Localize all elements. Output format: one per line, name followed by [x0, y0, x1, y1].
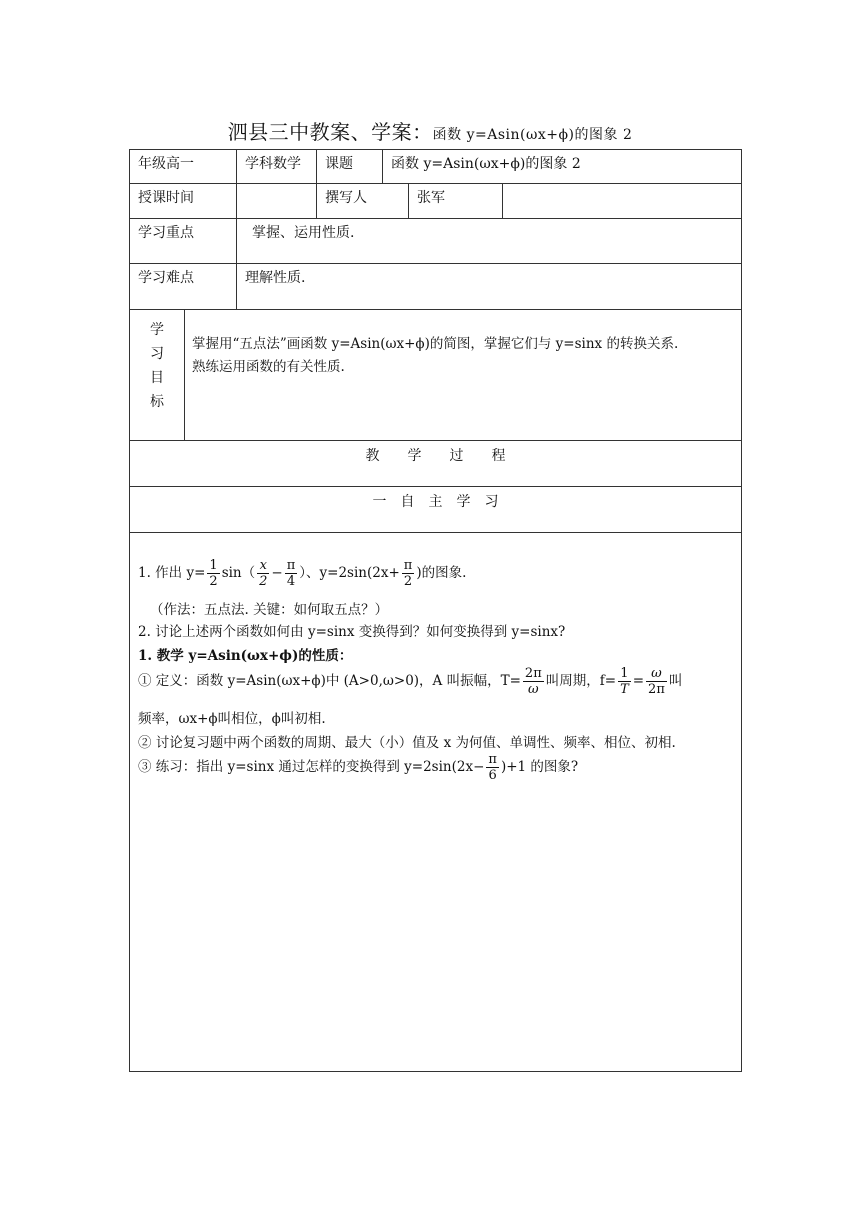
goal-label [130, 318, 184, 414]
goal-line-1: 掌握用“五点法”画函数 y=Asin(ωx+ϕ)的简图，掌握它们与 y=sinx 的转换关系. [192, 336, 679, 352]
frac-num: x [257, 558, 269, 574]
row-divider [129, 309, 742, 310]
fraction [285, 558, 298, 589]
definition-line-1 [138, 666, 682, 697]
col-divider [316, 149, 317, 183]
frac-num: 1 [618, 666, 631, 682]
row-divider [129, 532, 742, 533]
definition-line-2: 频率，ωx+ϕ叫相位，ϕ叫初相. [138, 711, 326, 727]
fraction [402, 558, 415, 589]
frac-num: π [403, 558, 413, 573]
row-divider [129, 440, 742, 441]
q1-sin: sin（ [221, 565, 256, 581]
def-end: 叫 [668, 673, 683, 689]
col-divider [236, 183, 237, 218]
goal-char: 目 [150, 370, 164, 386]
col-divider [502, 183, 503, 218]
row-divider [129, 263, 742, 264]
frac-num: π [286, 558, 296, 573]
frac-den: 2 [209, 574, 218, 589]
col-divider [408, 183, 409, 218]
writer-label: 撰写人 [325, 190, 367, 206]
section-heading: 一 自 主 学 习 [372, 494, 499, 510]
frac-num: π [488, 752, 497, 767]
title-main: 泗县三中教案、学案： [227, 120, 433, 144]
def-mid: 叫周期，f= [545, 673, 617, 689]
table-border-right [741, 149, 742, 1072]
col-divider [184, 309, 185, 440]
goal-line-2: 熟练运用函数的有关性质. [192, 359, 345, 375]
frac-num: 2π [524, 666, 542, 681]
table-border-bottom [129, 1071, 742, 1072]
item-3 [138, 752, 578, 783]
frac-num: ω [646, 666, 667, 682]
writer-value: 张军 [417, 190, 445, 206]
topic-value: 函数 y=Asin(ωx+ϕ)的图象 2 [391, 156, 581, 172]
title-sub: 函数 y=Asin(ωx+ϕ)的图象 2 [432, 127, 633, 143]
item3-end: )+1 的图象? [500, 759, 579, 775]
page-title [0, 116, 860, 145]
fraction [486, 752, 499, 783]
frac-den: 2 [259, 574, 268, 589]
frac-den: 6 [488, 768, 497, 783]
topic-label: 课题 [325, 156, 353, 172]
question-2: 2. 讨论上述两个函数如何由 y=sinx 变换得到？如何变换得到 y=sinx? [138, 624, 566, 640]
fraction [207, 558, 219, 589]
def-prefix: ① 定义：函数 y=Asin(ωx+ϕ)中 (A>0,ω>0)，A 叫振幅，T= [138, 673, 521, 689]
subject-cell: 学科数学 [245, 156, 301, 172]
fraction [523, 666, 544, 697]
frac-den: 2 [403, 574, 413, 589]
col-divider [382, 149, 383, 183]
fraction [646, 666, 667, 697]
goal-char: 学 [150, 322, 164, 338]
difficulty-label: 学习难点 [138, 270, 194, 286]
frac-den: 2π [648, 682, 665, 697]
q1-minus: − [271, 565, 283, 581]
table-border-left [129, 149, 130, 1072]
table-border-top [129, 149, 742, 150]
difficulty-value: 理解性质. [245, 270, 306, 286]
col-divider [316, 183, 317, 218]
question-1 [138, 558, 466, 589]
item-2: ② 讨论复习题中两个函数的周期、最大（小）值及 x 为何值、单调性、频率、相位、初相. [138, 735, 676, 751]
key-value: 掌握、运用性质. [252, 225, 355, 241]
item3-prefix: ③ 练习：指出 y=sinx 通过怎样的变换得到 y=2sin(2x− [138, 759, 485, 775]
frac-den: 4 [286, 574, 296, 589]
goal-char: 标 [150, 394, 164, 410]
row-divider [129, 218, 742, 219]
fraction [257, 558, 269, 589]
def-eq: = [632, 673, 645, 689]
col-divider [236, 149, 237, 183]
q1-hint: （作法：五点法. 关键：如何取五点？） [150, 602, 389, 618]
process-heading: 教 学 过 程 [365, 448, 506, 464]
fraction [618, 666, 631, 697]
row-divider [129, 486, 742, 487]
grade-cell: 年级高一 [138, 156, 194, 172]
q1-prefix: 1. 作出 y= [138, 565, 206, 581]
frac-den: ω [528, 682, 539, 697]
properties-heading: 1. 教学 y=Asin(ωx+ϕ)的性质： [138, 648, 353, 664]
q1-mid: ）、y=2sin(2x+ [299, 565, 400, 581]
goal-char: 习 [150, 346, 164, 362]
q1-end: )的图象. [416, 565, 467, 581]
time-label: 授课时间 [138, 190, 194, 206]
frac-den: T [620, 682, 629, 697]
key-label: 学习重点 [138, 225, 194, 241]
col-divider [236, 218, 237, 309]
row-divider [129, 183, 742, 184]
frac-num: 1 [209, 558, 218, 573]
